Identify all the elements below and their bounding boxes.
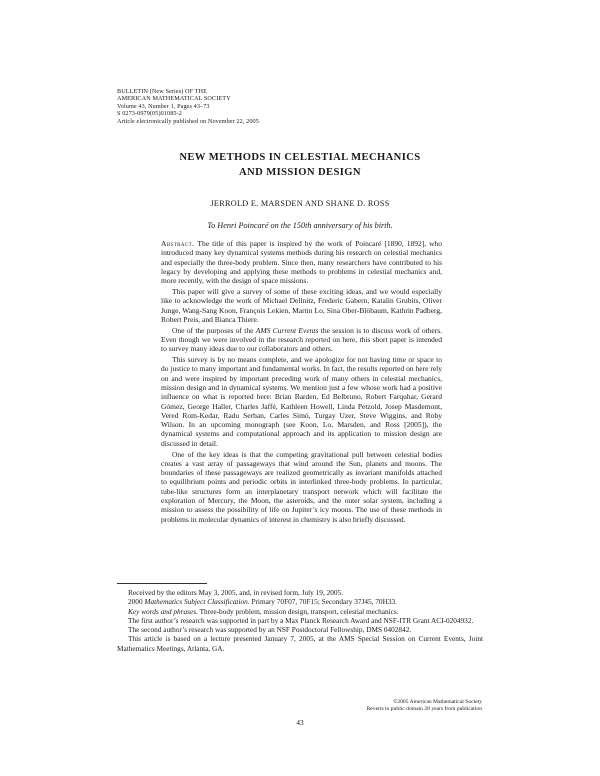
copyright-line-1: ©2005 American Mathematical Society	[393, 699, 482, 705]
dedication: To Henri Poincaré on the 150th anniversary of his birth.	[207, 221, 393, 230]
abstract-paragraph-4: This survey is by no means complete, and we apologize for not having time or space to do justice to many important and fundamental works. In fact, the results reported on here rely on and were inspired by important preceding work of many others in celestial mechanics, mission design and in dynamical systems. We mention just a few whose work had a positive influence on what is reported here: Brian Barden, Ed Belbruno, Robert Farquhar, Gerard Gómez, George Haller, Charles Jaffé, Kathleen Howell, Linda Petzold, Josep Masdemont, Vered Rom-Kedar, Radu Serban, Carles Simó, Turgay Uzer, Steve Wiggins, and Roby Wilson. In an upcoming monograph (see Koon, Lo, Marsden, and Ross [2005]), the dynamical systems and computational approach and its application to mission design are discussed in detail.	[161, 355, 442, 448]
issn: S 0273-0979(05)01085-2	[117, 110, 182, 118]
title-line-2: AND MISSION DESIGN	[239, 167, 361, 178]
msc-note	[117, 597, 483, 606]
copyright-line-2: Reverts to public domain 28 years from publication	[366, 705, 482, 712]
journal-name-line-2: AMERICAN MATHEMATICAL SOCIETY	[117, 95, 231, 103]
msc-label: Mathematics Subject Classification.	[144, 597, 250, 607]
page-number: 43	[296, 718, 304, 727]
title-line-1: NEW METHODS IN CELESTIAL MECHANICS	[179, 152, 421, 163]
footnote-rule	[117, 583, 207, 584]
abstract-paragraph-5: One of the key ideas is that the competing gravitational pull between celestial bodies creates a vast array of passageways that wind around the Sun, planets and moons. The boundaries of these passageways are realized geometrically as invariant manifolds attached to equilibrium points and periodic orbits in interlinked three-body problems. In particular, tube-like structures form an interplanetary transport network which will facilitate the exploration of Mercury, the Moon, the asteroids, and the outer solar system, including a mission to assess the possibility of life on Jupiter’s icy moons. The use of these methods in problems in molecular dynamics of interest in chemistry is also briefly discussed.	[161, 449, 442, 524]
abstract-paragraph-1	[161, 239, 442, 285]
abstract-label: Abstract.	[161, 239, 195, 248]
abstract-paragraph-3	[161, 326, 442, 354]
first-author-support: The first author’s research was supported in part by a Max Planck Research Award and NSF-ITR Grant ACI-0204932.	[128, 615, 474, 625]
abstract-paragraph-1-text: The title of this paper is inspired by the work of Poincaré [1890, 1892], who introduced many key dynamical systems methods during his research on celestial mechanics and especially the three-body problem. Since then, many researchers have contributed to his legacy by developing and applying these methods to problems in celestial mechanics and, more recently, with the design of space missions.	[161, 239, 442, 286]
msc-codes: Primary 70F07, 70F15; Secondary 37J45, 70H33.	[251, 597, 397, 607]
publication-date: Article electronically published on November 22, 2005	[117, 117, 259, 125]
keywords-label: Key words and phrases.	[128, 606, 198, 616]
abstract-paragraph-2: This paper will give a survey of some of these exciting ideas, and we would especially like to acknowledge the work of Michael Dellnitz, Frederic Gabern, Katalin Grubits, Oliver Junge, Wang-Sang Koon, François Lekien, Martin Lo, Sina Ober-Blöbaum, Kathrin Padberg, Robert Preis, and Bianca Thiere.	[161, 286, 442, 324]
paper-title	[0, 150, 600, 180]
msc-year: 2000	[128, 597, 143, 607]
authors: JERROLD E. MARSDEN AND SHANE D. ROSS	[210, 199, 390, 208]
received-note: Received by the editors May 3, 2005, and, in revised form, July 19, 2005.	[128, 588, 344, 597]
copyright-notice	[367, 699, 482, 712]
volume-info: Volume 43, Number 1, Pages 43–73	[117, 102, 210, 110]
journal-name-line-1: BULLETIN (New Series) OF THE	[117, 88, 207, 95]
abstract	[161, 239, 442, 524]
keywords-note	[117, 607, 483, 616]
keywords-text: Three-body problem, mission design, transport, celestial mechanics.	[199, 606, 399, 616]
abstract-paragraph-3-text: the session is to discuss work of others. Even though we were involved in the research reported on here, this short paper is intended to survey many ideas due to our collaborators and others.	[161, 325, 443, 354]
lecture-note: This article is based on a lecture presented January 7, 2005, at the AMS Special Session on Current Events, Joint Mathematics Meetings, Atlanta, GA.	[117, 634, 483, 653]
abstract-paragraph-3-start: One of the purposes of the	[172, 325, 254, 335]
footnotes	[117, 588, 483, 653]
second-author-support: The second author’s research was supported by an NSF Postdoctoral Fellowship, DMS 0402842.	[128, 625, 412, 635]
journal-header	[117, 88, 259, 125]
ams-current-events: AMS Current Events	[255, 325, 319, 335]
